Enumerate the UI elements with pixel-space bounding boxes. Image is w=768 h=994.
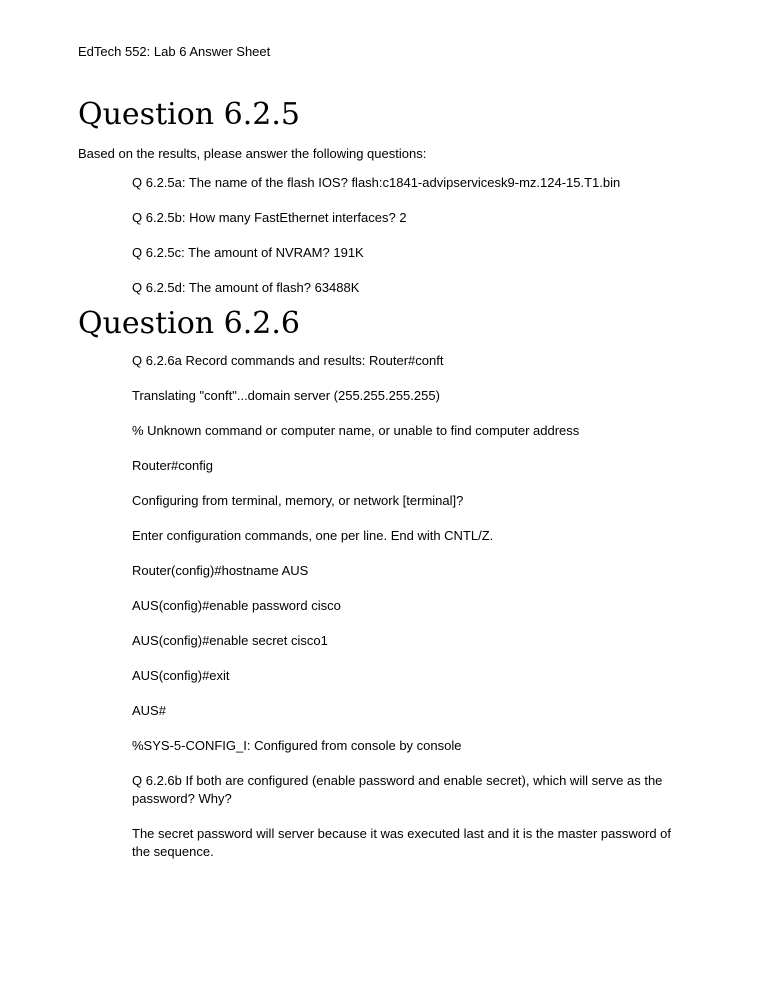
answer-6-2-6a-prompt: Q 6.2.6a Record commands and results: Router#conft	[132, 353, 444, 368]
answer-6-2-5b: Q 6.2.5b: How many FastEthernet interfaces? 2	[132, 210, 407, 225]
answer-6-2-5c: Q 6.2.5c: The amount of NVRAM? 191K	[132, 245, 364, 260]
intro-paragraph: Based on the results, please answer the following questions:	[78, 146, 427, 161]
console-output-line: AUS(config)#enable password cisco	[132, 598, 341, 613]
console-output-line: Enter configuration commands, one per line. End with CNTL/Z.	[132, 528, 494, 543]
console-output-line: % Unknown command or computer name, or unable to find computer address	[132, 423, 580, 438]
running-header: EdTech 552: Lab 6 Answer Sheet	[78, 44, 271, 59]
console-output-line: Configuring from terminal, memory, or network [terminal]?	[132, 493, 464, 508]
console-output-line: Router#config	[132, 458, 213, 473]
answer-6-2-5a: Q 6.2.5a: The name of the flash IOS? flash:c1841-advipservicesk9-mz.124-15.T1.bin	[132, 175, 621, 190]
heading-question-6-2-6: Question 6.2.6	[78, 306, 300, 341]
answers-6-2-6	[132, 352, 692, 861]
answer-6-2-5d: Q 6.2.5d: The amount of flash? 63488K	[132, 280, 360, 295]
console-output-line: %SYS-5-CONFIG_I: Configured from console by console	[132, 738, 462, 753]
answer-6-2-6b: The secret password will server because it was executed last and it is the master password of the sequence.	[132, 826, 672, 859]
console-output-line: AUS#	[132, 703, 166, 718]
console-output-line: AUS(config)#exit	[132, 668, 230, 683]
console-output-line: AUS(config)#enable secret cisco1	[132, 633, 328, 648]
heading-question-6-2-5: Question 6.2.5	[78, 97, 300, 132]
console-output-line: Translating "conft"...domain server (255.255.255.255)	[132, 388, 440, 403]
console-output-line: Router(config)#hostname AUS	[132, 563, 309, 578]
question-6-2-6b: Q 6.2.6b If both are configured (enable password and enable secret), which will serve as the password? Why?	[132, 773, 663, 806]
answers-6-2-5	[132, 174, 692, 297]
